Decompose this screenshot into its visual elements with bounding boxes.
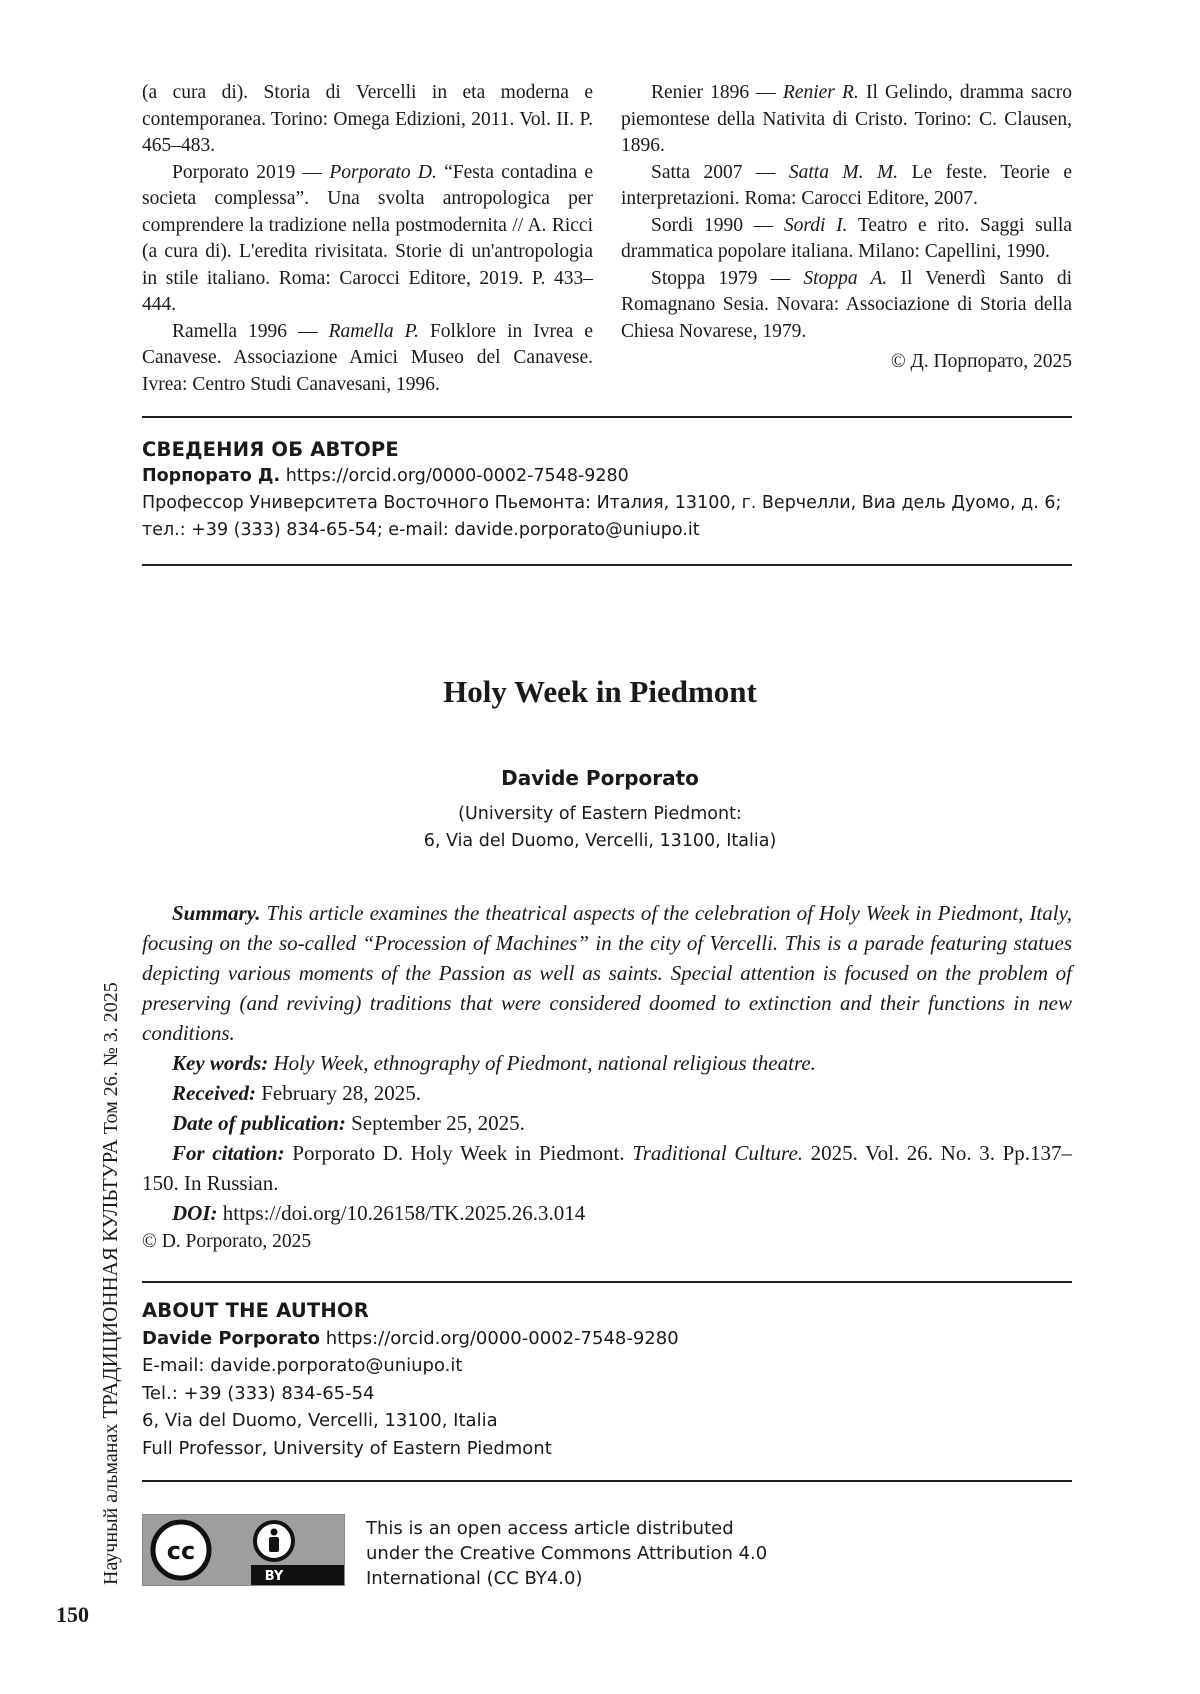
journal-side-title: Научный альманах ТРАДИЦИОННАЯ КУЛЬТУРА Том 26. № 3. 2025 xyxy=(98,982,122,1585)
author-position-en: Full Professor, University of Eastern Piedmont xyxy=(142,1437,552,1459)
divider xyxy=(142,1281,1072,1283)
reference-entry: Renier 1896 — Renier R. Il Gelindo, dramma sacro piemontese della Nativita di Cristo. Torino: C. Clausen, 1896. xyxy=(621,82,1073,156)
orcid-link[interactable]: https://orcid.org/0000-0002-7548-9280 xyxy=(285,466,629,486)
author-email: E-mail: davide.porporato@uniupo.it xyxy=(142,1355,463,1376)
author-name-ru: Порпорато Д. xyxy=(142,466,281,486)
references-section xyxy=(142,80,1072,398)
about-author-ru xyxy=(142,436,1072,544)
reference-entry: Satta 2007 — Satta M. M. Le feste. Teorie e interpretazioni. Roma: Carocci Editore, 2007. xyxy=(621,161,1073,209)
section-title: ABOUT THE AUTHOR xyxy=(142,1299,369,1322)
cc-by-logo xyxy=(143,1515,344,1585)
received-line: Received: February 28, 2025. xyxy=(172,1081,422,1105)
references-left-column xyxy=(142,80,593,398)
about-author-en xyxy=(142,1297,1072,1462)
article-title: Holy Week in Piedmont xyxy=(443,674,757,709)
author-phone: Tel.: +39 (333) 834-65-54 xyxy=(142,1382,375,1404)
author-line xyxy=(142,1325,1072,1353)
author-address: 6, Via del Duomo, Vercelli, 13100, Italia xyxy=(142,1410,498,1431)
copyright-ru: © Д. Порпорато, 2025 xyxy=(890,351,1072,372)
divider xyxy=(142,564,1072,566)
doi-link[interactable]: https://doi.org/10.26158/TK.2025.26.3.014 xyxy=(222,1201,586,1225)
section-title: СВЕДЕНИЯ ОБ АВТОРЕ xyxy=(142,438,399,461)
summary-block xyxy=(142,898,1072,1256)
reference-entry: (a cura di). Storia di Vercelli in eta moderna e contemporanea. Torino: Omega Edizioni, 2011. Vol. II. P. 465–483. xyxy=(142,82,593,156)
author-line xyxy=(142,463,1072,490)
copyright-en: © D. Porporato, 2025 xyxy=(142,1231,312,1252)
article-author: Davide Porporato xyxy=(501,766,699,790)
orcid-link[interactable]: https://orcid.org/0000-0002-7548-9280 xyxy=(325,1327,679,1349)
cc-by-badge[interactable] xyxy=(142,1514,345,1586)
reference-entry: Stoppa 1979 — Stoppa A. Il Venerdì Santo di Romagnano Sesia. Novara: Associazione di Storia della Chiesa Novarese, 1979. xyxy=(621,267,1073,342)
divider xyxy=(142,1480,1072,1482)
divider xyxy=(142,416,1072,418)
references-right-column xyxy=(621,80,1072,398)
author-position-ru: Профессор Университета Восточного Пьемонта: Италия, 13100, г. Верчелли, Виа дель Дуомо, д. 6; тел.: +39 (333) 834-65-54; e-mail: davide.porporato@uniupo.it xyxy=(142,493,1062,540)
author-name-en: Davide Porporato xyxy=(142,1327,321,1349)
page-number: 150 xyxy=(56,1602,89,1627)
keywords-line: Key words: Holy Week, ethnography of Piedmont, national religious theatre. xyxy=(172,1051,816,1075)
citation-line: For citation: Porporato D. Holy Week in Piedmont. Traditional Culture. 2025. Vol. 26. No. 3. Pp.137–150. In Russian. xyxy=(142,1141,1073,1195)
license-block xyxy=(142,1514,1072,1589)
article-affiliation: (University of Eastern Piedmont: 6, Via del Duomo, Vercelli, 13100, Italia) xyxy=(423,804,777,851)
by-label: BY xyxy=(264,1569,284,1584)
summary-paragraph: Summary. This article examines the theatrical aspects of the celebration of Holy Week in Piedmont, Italy, focusing on the so-called “Procession of Machines” in the city of Vercelli. This is a parade featuring statues depicting various moments of the Passion as well as saints. Special attention is focused on the problem of preserving (and reviving) traditions that were considered doomed to extinction and their functions in new conditions. xyxy=(142,901,1073,1045)
doi-line: DOI: https://doi.org/10.26158/TK.2025.26.3.014 xyxy=(172,1201,586,1225)
cc-label: cc xyxy=(166,1537,196,1565)
reference-entry: Ramella 1996 — Ramella P. Folklore in Ivrea e Canavese. Associazione Amici Museo del Canavese. Ivrea: Centro Studi Canavesani, 1996. xyxy=(142,320,594,395)
license-text: This is an open access article distributed under the Creative Commons Attribution 4.0 International (CC BY4.0) xyxy=(366,1518,768,1589)
publication-date-line: Date of publication: September 25, 2025. xyxy=(172,1111,525,1135)
reference-entry: Sordi 1990 — Sordi I. Teatro e rito. Saggi sulla drammatica popolare italiana. Milano: Capellini, 1990. xyxy=(621,214,1072,262)
reference-entry: Porporato 2019 — Porporato D. “Festa contadina e societa complessa”. Una svolta antropologica per comprendere la tradizione nella postmodernita // A. Ricci (a cura di). L'eredita rivisitata. Storie di un'antropologia in stile italiano. Roma: Carocci Editore, 2019. P. 433–444. xyxy=(142,161,594,315)
